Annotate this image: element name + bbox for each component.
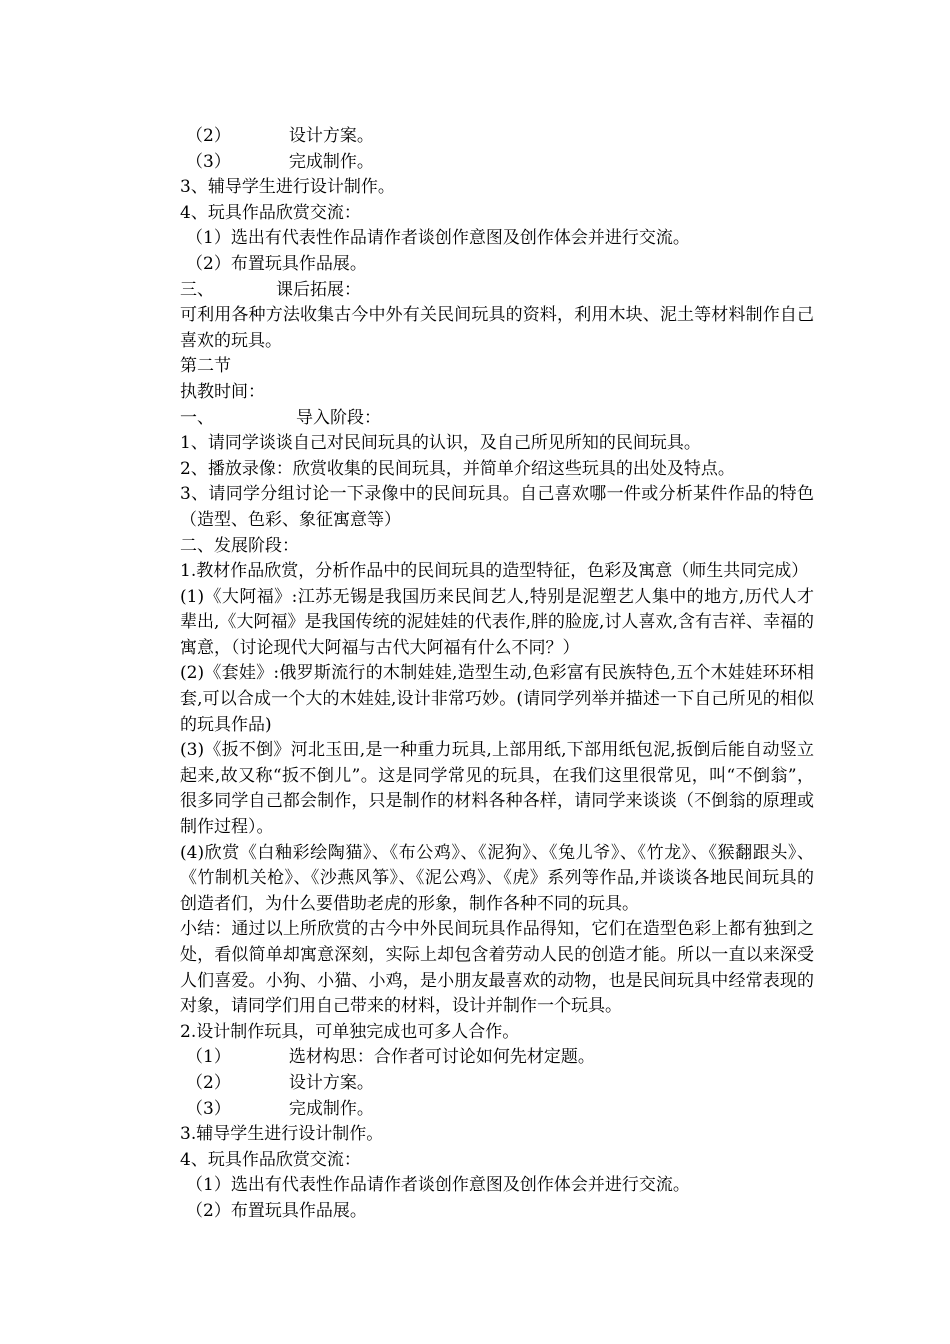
- line-number: （3）: [186, 1098, 231, 1119]
- line-text: 完成制作。: [288, 151, 374, 172]
- paragraph-line: [146, 1148, 814, 1174]
- paragraph-line: [146, 354, 814, 380]
- paragraph-line: [146, 175, 814, 201]
- line-text: 执教时间：: [180, 381, 265, 402]
- line-text: 2.设计制作玩具，可单独完成也可多人合作。: [180, 1021, 520, 1042]
- line-number: 一、: [180, 407, 214, 428]
- paragraph-line: [146, 841, 814, 918]
- line-text: 4、玩具作品欣赏交流：: [180, 202, 361, 223]
- paragraph-line: [146, 482, 814, 533]
- paragraph-line: [146, 278, 814, 304]
- line-text: (3)《扳不倒》河北玉田,是一种重力玩具,上部用纸,下部用纸包泥,扳倒后能自动竖立起来,故又称“扳不倒儿”。这是同学常见的玩具，在我们这里很常见，叫“不倒翁”，很多同学自己都会制作，只是制作的材料各种各样，请同学来谈谈（不倒翁的原理或制作过程）。: [180, 740, 814, 838]
- paragraph-line: [146, 380, 814, 406]
- paragraph-line: [146, 1071, 814, 1097]
- line-text: 第二节: [180, 356, 231, 377]
- paragraph-line: [146, 431, 814, 457]
- paragraph-line: [146, 738, 814, 840]
- line-text: (2)《套娃》:俄罗斯流行的木制娃娃,造型生动,色彩富有民族特色,五个木娃娃环环相套,可以合成一个大的木娃娃,设计非常巧妙。(请同学列举并描述一下自己所见的相似的玩具作品): [180, 663, 814, 735]
- line-text: 1、请同学谈谈自己对民间玩具的认识，及自己所见所知的民间玩具。: [180, 433, 701, 454]
- line-text: （2）布置玩具作品展。: [186, 1200, 367, 1221]
- paragraph-line: [146, 1045, 814, 1071]
- line-text: 3.辅导学生进行设计制作。: [180, 1124, 384, 1145]
- line-number: （3）: [186, 151, 231, 172]
- paragraph-line: [146, 406, 814, 432]
- line-text: 选材构思：合作者可讨论如何先材定题。: [288, 1047, 595, 1068]
- line-text: 导入阶段：: [296, 407, 381, 428]
- paragraph-line: [146, 1020, 814, 1046]
- paragraph-line: [146, 124, 814, 150]
- line-text: (1)《大阿福》:江苏无锡是我国历来民间艺人,特别是泥塑艺人集中的地方,历代人才辈出,《大阿福》是我国传统的泥娃娃的代表作,胖的脸庞,讨人喜欢,含有吉祥、幸福的寓意，（讨论现代大阿福与古代大阿福有什么不同？）: [180, 586, 814, 658]
- paragraph-line: [146, 534, 814, 560]
- paragraph-line: [146, 1122, 814, 1148]
- line-text: 4、玩具作品欣赏交流：: [180, 1149, 361, 1170]
- line-text: （2）布置玩具作品展。: [186, 253, 367, 274]
- line-text: （1）选出有代表性作品请作者谈创作意图及创作体会并进行交流。: [186, 228, 690, 249]
- line-text: 2、播放录像：欣赏收集的民间玩具，并简单介绍这些玩具的出处及特点。: [180, 458, 735, 479]
- paragraph-line: [146, 917, 814, 1019]
- line-text: 设计方案。: [288, 126, 374, 146]
- line-number: （2）: [186, 1072, 231, 1093]
- paragraph-line: [146, 559, 814, 585]
- line-text: （1）选出有代表性作品请作者谈创作意图及创作体会并进行交流。: [186, 1175, 690, 1196]
- line-text: 3、辅导学生进行设计制作。: [180, 177, 395, 198]
- line-text: 3、请同学分组讨论一下录像中的民间玩具。自己喜欢哪一件或分析某件作品的特色（造型、色彩、象征寓意等）: [180, 484, 814, 530]
- line-text: 可利用各种方法收集古今中外有关民间玩具的资料，利用木块、泥土等材料制作自己喜欢的玩具。: [180, 305, 814, 351]
- line-text: (4)欣赏《白釉彩绘陶猫》、《布公鸡》、《泥狗》、《兔儿爷》、《竹龙》、《猴翻跟头》、《竹制机关枪》、《沙燕风筝》、《泥公鸡》、《虎》系列等作品,并谈谈各地民间玩具的创造者们，为什么要借助老虎的形象，制作各种不同的玩具。: [180, 842, 814, 914]
- paragraph-line: [146, 1173, 814, 1199]
- paragraph-line: [146, 303, 814, 354]
- paragraph-line: [146, 1097, 814, 1123]
- document-body: [146, 124, 814, 1225]
- paragraph-line: [146, 226, 814, 252]
- line-text: 小结：通过以上所欣赏的古今中外民间玩具作品得知，它们在造型色彩上都有独到之处，看似简单却寓意深刻，实际上却包含着劳动人民的创造才能。所以一直以来深受人们喜爱。小狗、小猫、小鸡，是小朋友最喜欢的动物，也是民间玩具中经常表现的对象，请同学们用自己带来的材料，设计并制作一个玩具。: [180, 919, 814, 1017]
- line-text: 1.教材作品欣赏，分析作品中的民间玩具的造型特征，色彩及寓意（师生共同完成）: [180, 561, 809, 582]
- paragraph-line: [146, 1199, 814, 1225]
- paragraph-line: [146, 585, 814, 662]
- paragraph-line: [146, 201, 814, 227]
- paragraph-line: [146, 457, 814, 483]
- line-number: 三、: [180, 279, 214, 300]
- line-text: 二、发展阶段：: [180, 535, 299, 556]
- line-number: （1）: [186, 1047, 231, 1068]
- paragraph-line: [146, 150, 814, 176]
- paragraph-line: [146, 661, 814, 738]
- line-text: 设计方案。: [288, 1072, 374, 1093]
- line-text: 完成制作。: [288, 1098, 374, 1119]
- paragraph-line: [146, 252, 814, 278]
- line-text: 课后拓展：: [276, 279, 361, 300]
- line-number: （2）: [186, 126, 231, 146]
